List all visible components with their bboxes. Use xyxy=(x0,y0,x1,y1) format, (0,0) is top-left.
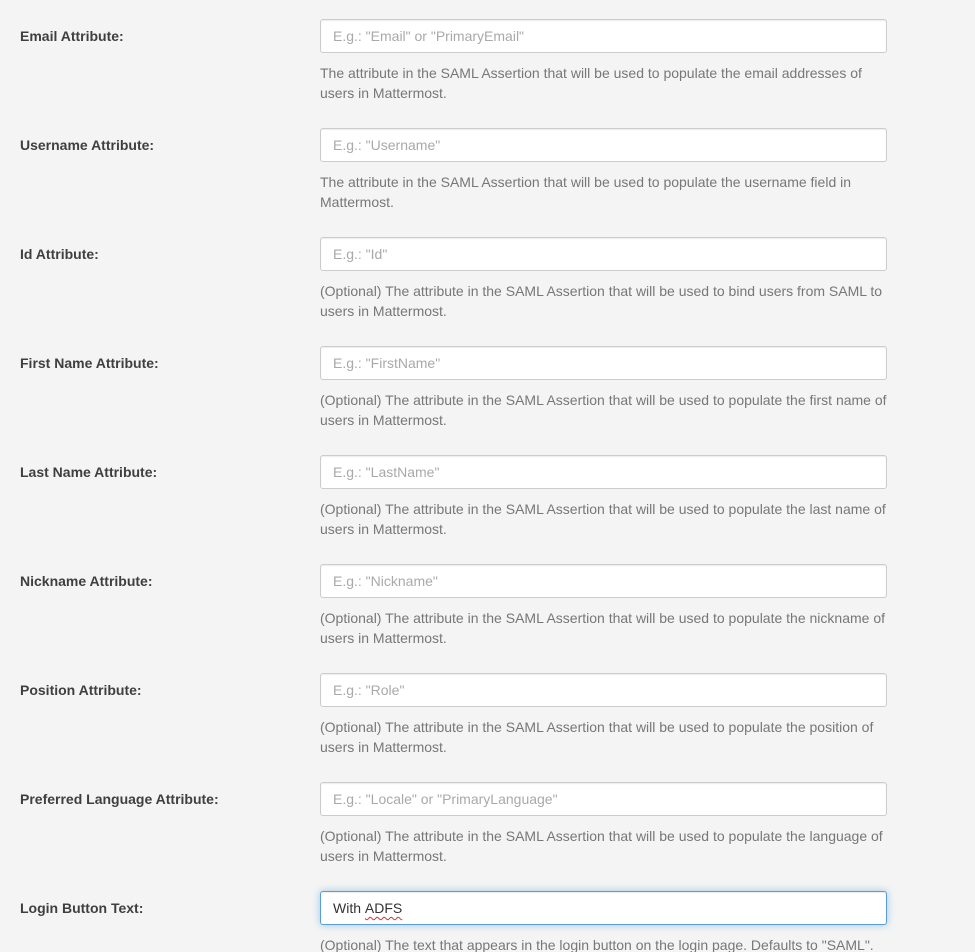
position-attribute-input[interactable] xyxy=(320,673,887,707)
first-name-attribute-help-text: (Optional) The attribute in the SAML Assertion that will be used to populate the first name of users in Mattermost. xyxy=(320,392,887,428)
email-attribute-label: Email Attribute: xyxy=(20,28,124,44)
position-attribute-help-text: (Optional) The attribute in the SAML Assertion that will be used to populate the position of users in Mattermost. xyxy=(320,719,874,755)
control-column xyxy=(320,564,887,648)
form-row-position-attribute xyxy=(0,673,975,757)
label-column xyxy=(0,564,320,648)
username-attribute-input[interactable] xyxy=(320,128,887,162)
id-attribute-label: Id Attribute: xyxy=(20,246,99,262)
nickname-attribute-help-text: (Optional) The attribute in the SAML Assertion that will be used to populate the nickname of users in Mattermost. xyxy=(320,610,885,646)
control-column xyxy=(320,673,887,757)
label-column xyxy=(0,782,320,866)
last-name-attribute-label: Last Name Attribute: xyxy=(20,464,158,480)
position-attribute-label: Position Attribute: xyxy=(20,682,142,698)
control-column xyxy=(320,237,887,321)
last-name-attribute-input[interactable] xyxy=(320,455,887,489)
form-row-last-name-attribute xyxy=(0,455,975,539)
label-column xyxy=(0,891,320,952)
form-row-login-button-text xyxy=(0,891,975,952)
email-attribute-input[interactable] xyxy=(320,19,887,53)
form-row-id-attribute xyxy=(0,237,975,321)
id-attribute-input[interactable] xyxy=(320,237,887,271)
control-column xyxy=(320,891,887,952)
label-column xyxy=(0,346,320,430)
form-row-nickname-attribute xyxy=(0,564,975,648)
control-column xyxy=(320,782,887,866)
login-button-text-label: Login Button Text: xyxy=(20,900,144,916)
control-column xyxy=(320,19,887,103)
id-attribute-help-text: (Optional) The attribute in the SAML Assertion that will be used to bind users from SAML to users in Mattermost. xyxy=(320,283,883,319)
label-column xyxy=(0,19,320,103)
nickname-attribute-input[interactable] xyxy=(320,564,887,598)
preferred-language-attribute-help-text: (Optional) The attribute in the SAML Assertion that will be used to populate the language of users in Mattermost. xyxy=(320,828,883,864)
last-name-attribute-help-text: (Optional) The attribute in the SAML Assertion that will be used to populate the last name of users in Mattermost. xyxy=(320,501,886,537)
label-column xyxy=(0,455,320,539)
control-column xyxy=(320,346,887,430)
login-button-text-value: With xyxy=(333,900,365,916)
form-row-preferred-language-attribute xyxy=(0,782,975,866)
form-row-email-attribute xyxy=(0,19,975,103)
control-column xyxy=(320,128,887,212)
login-button-text-help-text: (Optional) The text that appears in the login button on the login page. Defaults to "SAML". xyxy=(320,937,874,952)
label-column xyxy=(0,673,320,757)
form-row-first-name-attribute xyxy=(0,346,975,430)
control-column xyxy=(320,455,887,539)
label-column xyxy=(0,128,320,212)
username-attribute-label: Username Attribute: xyxy=(20,137,155,153)
login-button-text-misspelled-word: ADFS xyxy=(364,900,403,916)
login-button-text-input[interactable] xyxy=(320,891,887,925)
email-attribute-help-text: The attribute in the SAML Assertion that will be used to populate the email addresses of users in Mattermost. xyxy=(320,65,862,101)
preferred-language-attribute-input[interactable] xyxy=(320,782,887,816)
nickname-attribute-label: Nickname Attribute: xyxy=(20,573,153,589)
first-name-attribute-label: First Name Attribute: xyxy=(20,355,159,371)
label-column xyxy=(0,237,320,321)
form-row-username-attribute xyxy=(0,128,975,212)
preferred-language-attribute-label: Preferred Language Attribute: xyxy=(20,791,219,807)
username-attribute-help-text: The attribute in the SAML Assertion that will be used to populate the username field in Mattermost. xyxy=(320,174,852,210)
first-name-attribute-input[interactable] xyxy=(320,346,887,380)
